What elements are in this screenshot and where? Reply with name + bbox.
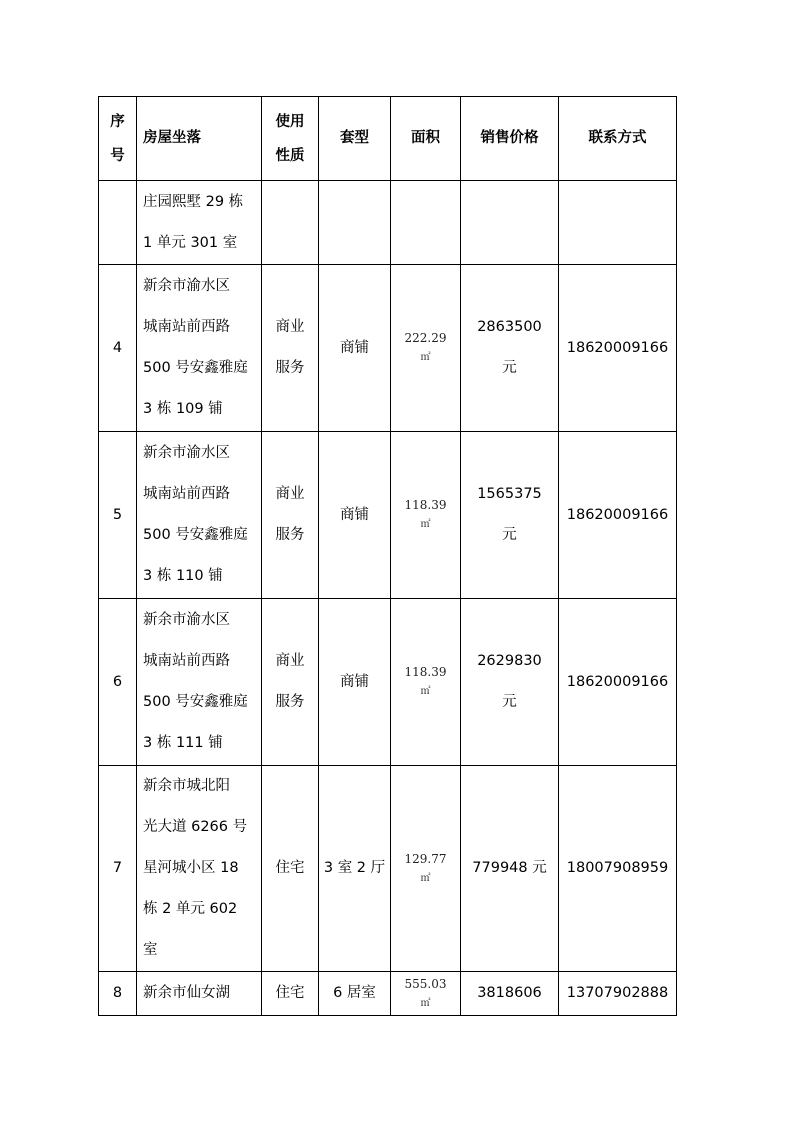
- table-row: [99, 972, 677, 1016]
- area-value: 118.39: [404, 665, 447, 679]
- row-area: [391, 432, 461, 599]
- use-line: 服务: [275, 360, 305, 376]
- row-area: [391, 265, 461, 432]
- row-area: [391, 599, 461, 766]
- address-line: 新余市渝水区: [143, 612, 230, 628]
- property-listing-table: [98, 96, 677, 1016]
- table-row: [99, 181, 677, 265]
- address-line: 新余市城北阳: [143, 778, 230, 794]
- row-use: [262, 265, 319, 432]
- price-value: 2863500: [477, 319, 542, 335]
- row-no: [99, 181, 137, 265]
- row-price: [461, 265, 559, 432]
- row-area: [391, 766, 461, 972]
- use-line: 服务: [275, 527, 305, 543]
- row-address: [137, 265, 262, 432]
- header-use-line-2: 性质: [275, 147, 305, 164]
- row-address: [137, 766, 262, 972]
- row-contact: 18620009166: [559, 432, 677, 599]
- row-contact: [559, 181, 677, 265]
- area-unit: ㎡: [420, 997, 431, 1009]
- price-unit: 元: [502, 527, 517, 543]
- area-value: 129.77: [404, 851, 447, 866]
- use-line: 商业: [275, 486, 305, 502]
- area-value: 222.29: [404, 331, 447, 345]
- address-line: 星河城小区 18: [143, 860, 239, 876]
- area-value: 555.03: [404, 976, 447, 991]
- row-contact: 18620009166: [559, 599, 677, 766]
- row-use: 住宅: [262, 972, 319, 1016]
- price-unit: 元: [502, 360, 517, 376]
- header-no: [99, 97, 137, 181]
- row-area: [391, 972, 461, 1016]
- header-no-line-1: 序: [110, 113, 125, 130]
- address-line: 城南站前西路: [143, 653, 230, 669]
- header-price: 销售价格: [461, 97, 559, 181]
- row-use: [262, 181, 319, 265]
- header-no-line-2: 号: [110, 147, 125, 164]
- row-no: 6: [99, 599, 137, 766]
- address-line: 光大道 6266 号: [143, 819, 248, 835]
- table-row: [99, 432, 677, 599]
- address-line: 栋 2 单元 602: [143, 901, 238, 917]
- area-unit: ㎡: [420, 352, 431, 363]
- address-line: 3 栋 110 铺: [143, 568, 223, 584]
- row-type: 商铺: [319, 599, 391, 766]
- address-line: 3 栋 111 铺: [143, 735, 223, 751]
- row-use: [262, 432, 319, 599]
- row-type: 商铺: [319, 432, 391, 599]
- row-price: [461, 432, 559, 599]
- row-no: 5: [99, 432, 137, 599]
- address-line: 500 号安鑫雅庭: [143, 694, 248, 710]
- address-line: 新余市渝水区: [143, 445, 230, 461]
- area-unit: ㎡: [420, 686, 431, 697]
- table-row: [99, 265, 677, 432]
- row-no: 4: [99, 265, 137, 432]
- row-type: 商铺: [319, 265, 391, 432]
- price-value: 1565375: [477, 486, 542, 502]
- header-area: 面积: [391, 97, 461, 181]
- address-line: 新余市渝水区: [143, 278, 230, 294]
- address-line: 新余市仙女湖: [143, 985, 230, 1001]
- row-address: [137, 432, 262, 599]
- use-line: 商业: [275, 653, 305, 669]
- row-contact: 13707902888: [559, 972, 677, 1016]
- address-line: 1 单元 301 室: [143, 234, 238, 251]
- row-price: [461, 181, 559, 265]
- row-address: [137, 972, 262, 1016]
- row-price: 3818606: [461, 972, 559, 1016]
- row-price: 779948 元: [461, 766, 559, 972]
- row-type: 3 室 2 厅: [319, 766, 391, 972]
- address-line: 3 栋 109 铺: [143, 401, 223, 417]
- row-use: 住宅: [262, 766, 319, 972]
- price-value: 2629830: [477, 653, 542, 669]
- row-contact: 18007908959: [559, 766, 677, 972]
- use-line: 服务: [275, 694, 305, 710]
- address-line: 城南站前西路: [143, 486, 230, 502]
- header-address: 房屋坐落: [137, 97, 262, 181]
- address-line: 城南站前西路: [143, 319, 230, 335]
- row-use: [262, 599, 319, 766]
- address-line: 庄园熙墅 29 栋: [143, 193, 244, 210]
- row-type: 6 居室: [319, 972, 391, 1016]
- header-type: 套型: [319, 97, 391, 181]
- row-contact: 18620009166: [559, 265, 677, 432]
- table-row: [99, 599, 677, 766]
- area-unit: ㎡: [420, 872, 431, 884]
- header-use: [262, 97, 319, 181]
- row-area: [391, 181, 461, 265]
- header-use-line-1: 使用: [275, 113, 305, 130]
- area-value: 118.39: [404, 498, 447, 512]
- price-unit: 元: [502, 694, 517, 710]
- row-no: 8: [99, 972, 137, 1016]
- row-price: [461, 599, 559, 766]
- row-address: [137, 181, 262, 265]
- address-line: 室: [143, 942, 158, 958]
- table-row: [99, 766, 677, 972]
- address-line: 500 号安鑫雅庭: [143, 360, 248, 376]
- row-no: 7: [99, 766, 137, 972]
- table-header-row: [99, 97, 677, 181]
- row-type: [319, 181, 391, 265]
- area-unit: ㎡: [420, 519, 431, 530]
- address-line: 500 号安鑫雅庭: [143, 527, 248, 543]
- header-contact: 联系方式: [559, 97, 677, 181]
- row-address: [137, 599, 262, 766]
- use-line: 商业: [275, 319, 305, 335]
